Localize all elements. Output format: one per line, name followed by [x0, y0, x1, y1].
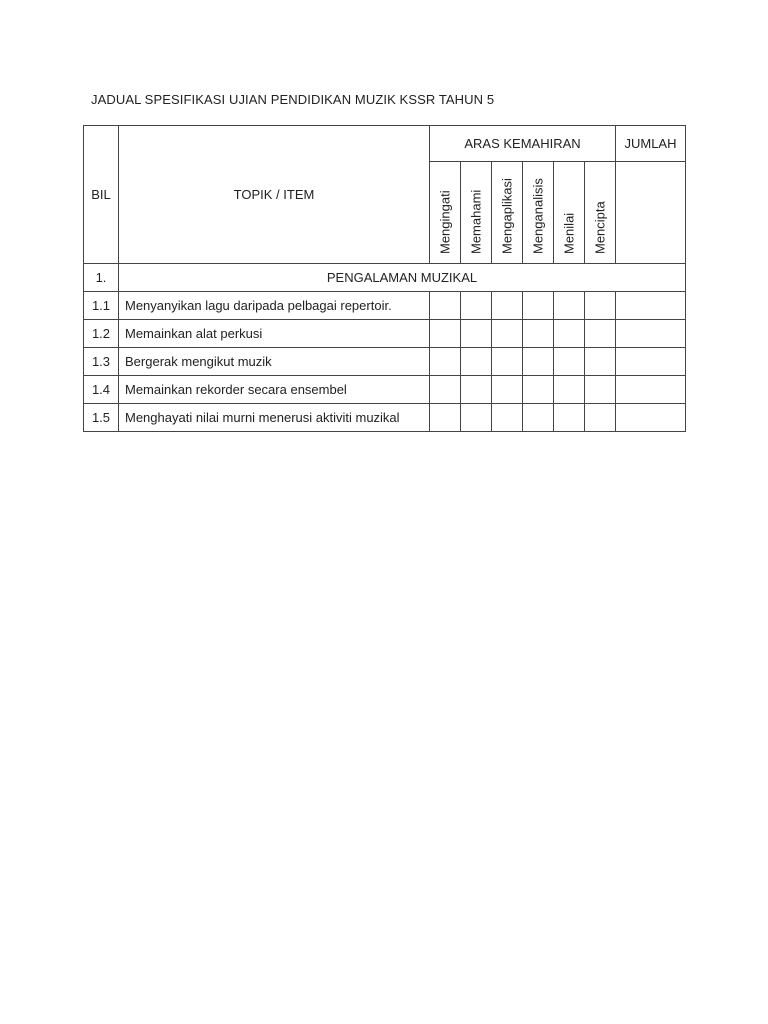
row-cell	[492, 404, 523, 432]
row-cell	[554, 348, 585, 376]
row-cell	[523, 348, 554, 376]
row-cell	[492, 376, 523, 404]
row-topik: Memainkan alat perkusi	[119, 320, 430, 348]
row-cell	[616, 376, 686, 404]
header-level-mencipta	[585, 162, 616, 264]
header-jumlah: JUMLAH	[616, 126, 686, 162]
level-label: Mengingati	[437, 190, 453, 254]
row-cell	[461, 376, 492, 404]
row-cell	[585, 376, 616, 404]
row-cell	[554, 404, 585, 432]
header-topik: TOPIK / ITEM	[119, 126, 430, 264]
row-cell	[585, 292, 616, 320]
row-cell	[492, 292, 523, 320]
row-topik: Menyanyikan lagu daripada pelbagai repertoir.	[119, 292, 430, 320]
row-cell	[616, 292, 686, 320]
row-cell	[492, 320, 523, 348]
section-title: PENGALAMAN MUZIKAL	[119, 264, 686, 292]
header-bil: BIL	[84, 126, 119, 264]
row-topik: Menghayati nilai murni menerusi aktiviti muzikal	[119, 404, 430, 432]
row-cell	[616, 404, 686, 432]
row-bil: 1.1	[84, 292, 119, 320]
section-row	[84, 264, 686, 292]
header-level-mengingati	[430, 162, 461, 264]
row-cell	[430, 376, 461, 404]
header-jumlah-blank	[616, 162, 686, 264]
row-cell	[554, 292, 585, 320]
level-label: Mencipta	[592, 201, 608, 254]
row-cell	[554, 376, 585, 404]
row-cell	[523, 320, 554, 348]
row-cell	[616, 348, 686, 376]
header-aras-kemahiran: ARAS KEMAHIRAN	[430, 126, 616, 162]
table-row	[84, 292, 686, 320]
row-cell	[430, 292, 461, 320]
table-row	[84, 320, 686, 348]
row-cell	[554, 320, 585, 348]
row-bil: 1.3	[84, 348, 119, 376]
table-row	[84, 404, 686, 432]
level-label: Mengaplikasi	[499, 178, 515, 254]
level-label: Menilai	[561, 212, 577, 254]
row-cell	[585, 348, 616, 376]
level-label: Menganalisis	[530, 178, 546, 254]
table-row	[84, 348, 686, 376]
row-bil: 1.4	[84, 376, 119, 404]
row-cell	[461, 348, 492, 376]
row-cell	[585, 404, 616, 432]
header-level-memahami	[461, 162, 492, 264]
row-topik: Memainkan rekorder secara ensembel	[119, 376, 430, 404]
table-row	[84, 376, 686, 404]
row-cell	[461, 292, 492, 320]
row-cell	[523, 404, 554, 432]
row-bil: 1.2	[84, 320, 119, 348]
row-cell	[430, 404, 461, 432]
header-level-mengaplikasi	[492, 162, 523, 264]
row-cell	[523, 292, 554, 320]
level-label: Memahami	[468, 189, 484, 254]
header-level-menilai	[554, 162, 585, 264]
row-cell	[430, 348, 461, 376]
row-bil: 1.5	[84, 404, 119, 432]
row-cell	[616, 320, 686, 348]
document-title: JADUAL SPESIFIKASI UJIAN PENDIDIKAN MUZIK KSSR TAHUN 5	[91, 92, 495, 107]
row-cell	[585, 320, 616, 348]
specification-table	[83, 125, 686, 432]
section-bil: 1.	[84, 264, 119, 292]
row-cell	[523, 376, 554, 404]
row-cell	[492, 348, 523, 376]
row-cell	[430, 320, 461, 348]
row-topik: Bergerak mengikut muzik	[119, 348, 430, 376]
header-row-top	[84, 126, 686, 162]
row-cell	[461, 320, 492, 348]
row-cell	[461, 404, 492, 432]
header-level-menganalisis	[523, 162, 554, 264]
